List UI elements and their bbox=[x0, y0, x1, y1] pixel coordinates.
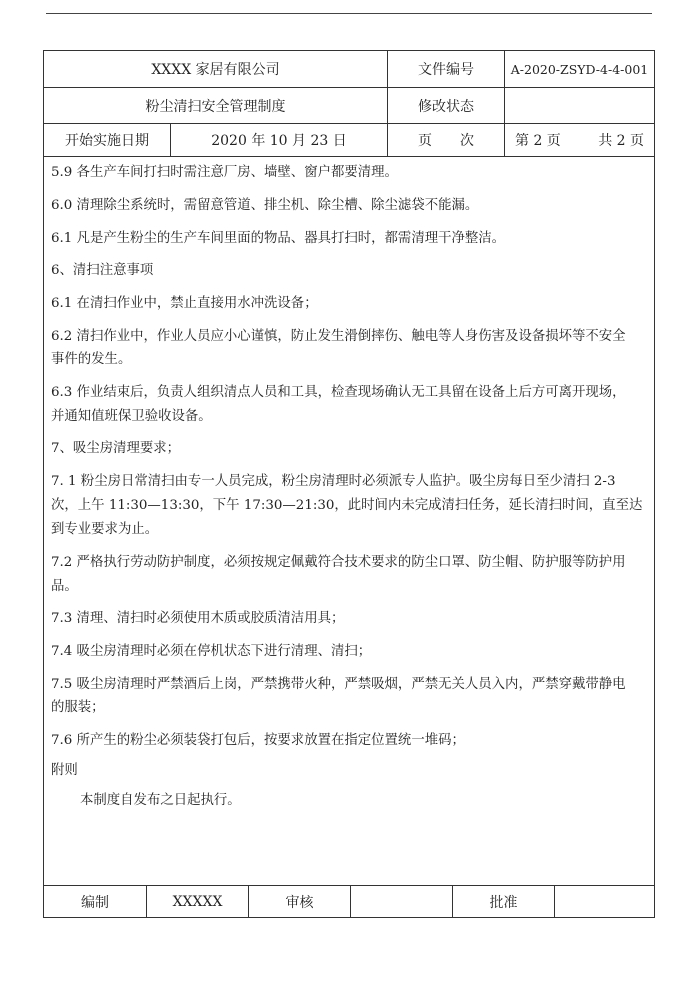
body-line: 6.1 凡是产生粉尘的生产车间里面的物品、器具打扫时，都需清理干净整洁。 bbox=[51, 231, 506, 246]
page-current: 第 2 页 bbox=[515, 133, 561, 149]
body-line: 7.5 吸尘房清理时严禁酒后上岗，严禁携带火种，严禁吸烟，严禁无关人员入内，严禁穿戴带静电 bbox=[51, 677, 626, 692]
body-line: 6.3 作业结束后，负责人组织清点人员和工具，检查现场确认无工具留在设备上后方可离开现场， bbox=[51, 385, 626, 400]
body-line: 6.0 清理除尘系统时，需留意管道、排尘机、除尘槽、除尘滤袋不能漏。 bbox=[51, 198, 479, 213]
document-form bbox=[43, 50, 655, 918]
body-line: 6、清扫注意事项 bbox=[51, 263, 154, 278]
start-date-value: 2020 年 10 月 23 日 bbox=[170, 124, 387, 156]
body-line: 并通知值班保卫验收设备。 bbox=[51, 409, 212, 424]
revision-value bbox=[504, 88, 654, 123]
header-rule bbox=[46, 13, 652, 14]
body-line: 次，上午 11:30—13:30，下午 17:30—21:30，此时间内未完成清扫任务，延长清扫时间，直至达 bbox=[51, 498, 643, 513]
body-line: 品。 bbox=[51, 579, 78, 594]
prepared-value: XXXXX bbox=[146, 886, 248, 917]
start-date-label: 开始实施日期 bbox=[65, 133, 149, 149]
page-total: 共 2 页 bbox=[598, 133, 644, 149]
revision-label: 修改状态 bbox=[387, 88, 504, 123]
body-line: 6.2 清扫作业中，作业人员应小心谨慎，防止发生滑倒摔伤、触电等人身伤害及设备损坏等不安全 bbox=[51, 329, 626, 344]
header-row-company bbox=[44, 51, 654, 88]
body-line: 到专业要求为止。 bbox=[51, 522, 159, 537]
document-title: 粉尘清扫安全管理制度 bbox=[145, 98, 286, 115]
body-line: 6.1 在清扫作业中，禁止直接用水冲洗设备； bbox=[51, 296, 318, 311]
body-line: 7.3 清理、清扫时必须使用木质或胶质清洁用具； bbox=[51, 611, 345, 626]
body-line: 7.6 所产生的粉尘必须装袋打包后，按要求放置在指定位置统一堆码； bbox=[51, 733, 465, 748]
approve-value bbox=[554, 886, 654, 917]
body-line: 的服装； bbox=[51, 700, 105, 715]
prepared-label: 编制 bbox=[81, 894, 109, 911]
body-line: 事件的发生。 bbox=[51, 352, 132, 367]
page-info bbox=[504, 124, 654, 156]
approve-label: 批准 bbox=[452, 886, 554, 917]
effective-clause: 本制度自发布之日起执行。 bbox=[80, 793, 241, 808]
doc-number-value: A-2020-ZSYD-4-4-001 bbox=[504, 51, 654, 87]
doc-number-label: 文件编号 bbox=[387, 51, 504, 87]
signature-row bbox=[44, 885, 654, 917]
header-row-date bbox=[44, 124, 654, 157]
body-line: 7. 1 粉尘房日常清扫由专一人员完成，粉尘房清理时必须派专人监护。吸尘房每日至少清扫 2-3 bbox=[51, 474, 616, 489]
body-line: 7、吸尘房清理要求； bbox=[51, 441, 181, 456]
review-label: 审核 bbox=[248, 886, 350, 917]
company-name: XXXX 家居有限公司 bbox=[151, 62, 280, 78]
page-label: 页 次 bbox=[387, 124, 504, 156]
review-value bbox=[350, 886, 452, 917]
appendix-heading: 附则 bbox=[51, 763, 78, 778]
body-line: 7.2 严格执行劳动防护制度，必须按规定佩戴符合技术要求的防尘口罩、防尘帽、防护服等防护用 bbox=[51, 555, 626, 570]
body-line: 5.9 各生产车间打扫时需注意厂房、墙壁、窗户都要清理。 bbox=[51, 165, 398, 180]
header-row-title bbox=[44, 88, 654, 124]
body-line: 7.4 吸尘房清理时必须在停机状态下进行清理、清扫； bbox=[51, 644, 372, 659]
